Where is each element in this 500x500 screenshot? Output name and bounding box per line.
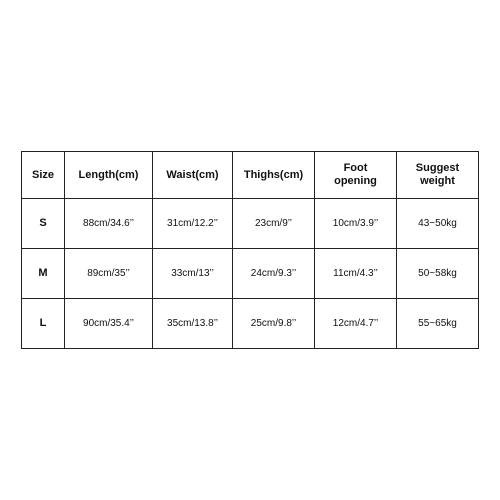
header-thighs: Thighs(cm) [233, 152, 315, 199]
foot-opening-cell: 11cm/4.3’’ [315, 249, 397, 299]
length-cell: 89cm/35’’ [65, 249, 153, 299]
waist-cell: 35cm/13.8’’ [153, 299, 233, 349]
foot-opening-cell: 10cm/3.9’’ [315, 199, 397, 249]
thighs-cell: 25cm/9.8’’ [233, 299, 315, 349]
suggest-weight-cell: 43~50kg [397, 199, 479, 249]
header-suggest-weight: Suggest weight [397, 152, 479, 199]
size-cell: S [22, 199, 65, 249]
length-cell: 88cm/34.6’’ [65, 199, 153, 249]
header-waist: Waist(cm) [153, 152, 233, 199]
table-row [22, 249, 479, 299]
header-foot-opening: Foot opening [315, 152, 397, 199]
thighs-cell: 24cm/9.3’’ [233, 249, 315, 299]
table-header-row [22, 152, 479, 199]
thighs-cell: 23cm/9’’ [233, 199, 315, 249]
header-length: Length(cm) [65, 152, 153, 199]
suggest-weight-cell: 55~65kg [397, 299, 479, 349]
waist-cell: 33cm/13’’ [153, 249, 233, 299]
length-cell: 90cm/35.4’’ [65, 299, 153, 349]
size-cell: M [22, 249, 65, 299]
size-chart-table [21, 151, 479, 349]
size-cell: L [22, 299, 65, 349]
table-row [22, 299, 479, 349]
header-size: Size [22, 152, 65, 199]
waist-cell: 31cm/12.2’’ [153, 199, 233, 249]
foot-opening-cell: 12cm/4.7’’ [315, 299, 397, 349]
table-row [22, 199, 479, 249]
suggest-weight-cell: 50~58kg [397, 249, 479, 299]
